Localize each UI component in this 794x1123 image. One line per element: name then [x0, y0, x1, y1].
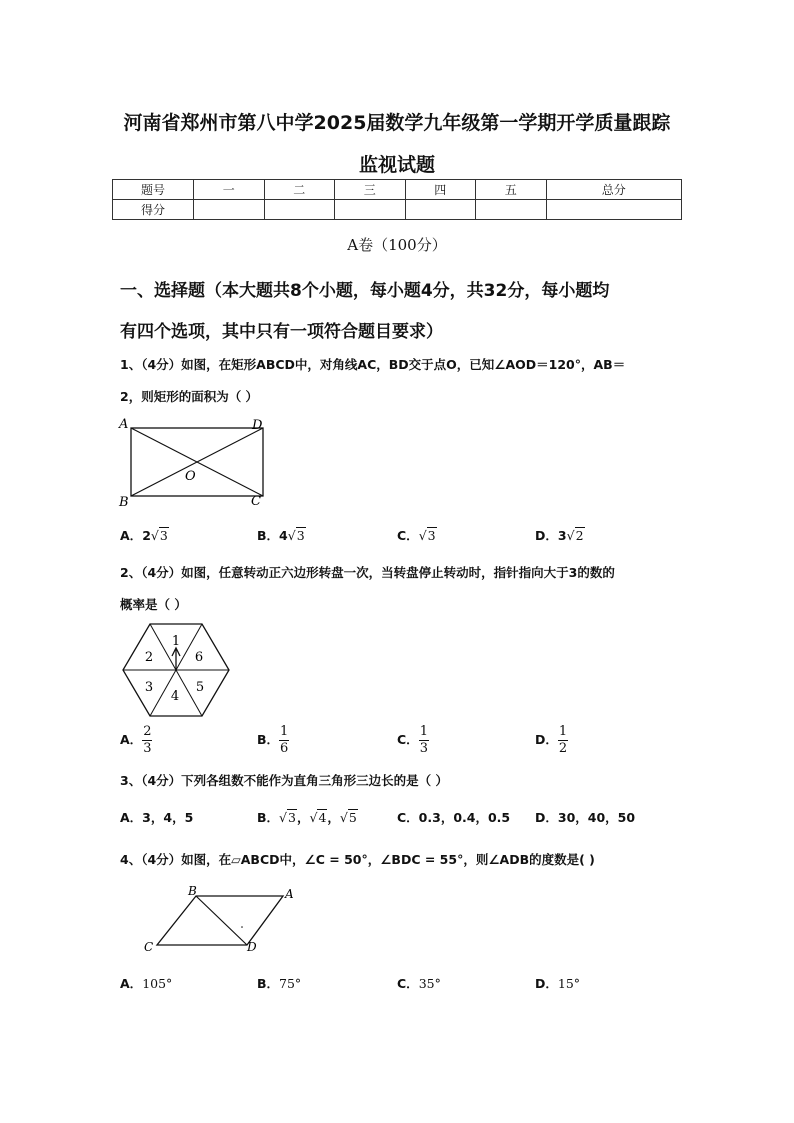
- option-letter: C．: [397, 732, 419, 747]
- option-letter: C．: [397, 976, 419, 991]
- label-d: D: [247, 940, 257, 954]
- option-value: 15°: [557, 976, 581, 991]
- score-cell[interactable]: [335, 200, 406, 220]
- option-d[interactable]: D．30，40，50: [535, 810, 636, 825]
- fraction: [558, 724, 568, 757]
- score-cell[interactable]: [476, 200, 547, 220]
- score-table-header-row: [113, 180, 682, 200]
- score-table-header: 四: [405, 180, 476, 200]
- option-letter: A．: [120, 976, 143, 991]
- question-2-text: 2、（4分）如图，任意转动正六边形转盘一次，当转盘停止转动时，指针指向大于3的数的: [120, 565, 615, 580]
- option-letter: B．: [257, 976, 280, 991]
- option-c[interactable]: [397, 724, 429, 757]
- question-1-text: 1、（4分）如图，在矩形ABCD中，对角线AC，BD交于点O，已知∠AOD＝120°，AB＝: [120, 357, 626, 372]
- radicand: 3: [296, 528, 305, 543]
- score-cell[interactable]: [546, 200, 682, 220]
- option-letter: C．: [397, 528, 419, 543]
- option-letter: B．: [257, 810, 280, 825]
- option-b[interactable]: [257, 724, 289, 757]
- denominator: 3: [419, 741, 428, 756]
- page-title: 河南省郑州市第八中学2025届数学九年级第一学期开学质量跟踪: [123, 112, 671, 134]
- option-b[interactable]: B．√3，√4，√5: [257, 810, 357, 825]
- option-d[interactable]: [535, 526, 585, 544]
- option-letter: D．: [535, 976, 558, 991]
- sqrt-symbol: √4: [309, 810, 327, 825]
- label-b: B: [188, 884, 197, 898]
- score-table-row: [113, 200, 682, 220]
- option-letter: D．: [535, 732, 558, 747]
- radicand: 3: [427, 528, 436, 543]
- option-c[interactable]: [397, 526, 437, 544]
- option-a[interactable]: [120, 974, 172, 992]
- label-o: O: [185, 469, 196, 484]
- option-value: 105°: [142, 976, 173, 991]
- sqrt-symbol: √3: [418, 528, 436, 543]
- hexagon-spinner-figure: [118, 620, 234, 718]
- question-3-text: 3、（4分）下列各组数不能作为直角三角形三边长的是（ ）: [120, 773, 448, 788]
- score-cell[interactable]: [264, 200, 335, 220]
- sqrt-symbol: √2: [566, 528, 584, 543]
- fraction: [419, 724, 429, 757]
- sqrt-symbol: √5: [339, 810, 357, 825]
- diagonal-bd: [196, 896, 247, 945]
- score-cell[interactable]: [194, 200, 265, 220]
- option-letter: B．: [257, 528, 280, 543]
- score-table-header: 三: [335, 180, 406, 200]
- option-d[interactable]: [535, 974, 580, 992]
- score-table-header: 题号: [113, 180, 194, 200]
- option-value: 75°: [279, 976, 302, 991]
- option-c[interactable]: C．0.3，0.4，0.5: [397, 810, 511, 825]
- label-b: B: [119, 495, 129, 510]
- sqrt-symbol: √3: [150, 528, 168, 543]
- denominator: 6: [280, 741, 289, 756]
- label-c: C: [251, 494, 261, 509]
- option-a[interactable]: [120, 526, 169, 544]
- option-letter: D．: [535, 528, 558, 543]
- page-title-line2: 监视试题: [358, 154, 435, 176]
- denominator: 2: [558, 741, 568, 756]
- label-d: D: [252, 418, 263, 433]
- rectangle-figure: [114, 414, 274, 510]
- sector-label: 1: [171, 634, 181, 649]
- radicand: 3: [288, 810, 296, 825]
- option-a[interactable]: [120, 724, 152, 757]
- sector-label: 2: [144, 650, 154, 665]
- score-table-header: 总分: [546, 180, 682, 200]
- parallelogram-abcd: [157, 896, 283, 945]
- label-a: A: [285, 887, 294, 901]
- option-coef: 2: [142, 528, 151, 543]
- label-c: C: [144, 940, 154, 954]
- score-table-row-label: 得分: [113, 200, 194, 220]
- option-c[interactable]: [397, 974, 441, 992]
- score-table-header: 五: [476, 180, 547, 200]
- question-1-text-line2: 2，则矩形的面积为（ ）: [120, 389, 259, 404]
- option-letter: A．: [120, 732, 143, 747]
- sector-label: 4: [170, 689, 180, 704]
- radicand: 2: [575, 528, 584, 543]
- question-2-text-line2: 概率是（ ）: [120, 597, 187, 612]
- sqrt-symbol: √3: [287, 528, 305, 543]
- fraction: [142, 724, 152, 757]
- option-coef: 3: [557, 528, 567, 543]
- sqrt-symbol: √3: [279, 810, 296, 825]
- sector-label: 3: [144, 680, 154, 695]
- radicand: 3: [159, 528, 168, 543]
- option-value: 35°: [418, 976, 441, 991]
- numerator: 1: [558, 724, 568, 739]
- radicand: 5: [348, 810, 357, 825]
- part-heading: A卷（100分）: [347, 236, 447, 254]
- numerator: 1: [280, 724, 289, 739]
- option-a[interactable]: A．3，4，5: [120, 810, 194, 825]
- numerator: 1: [419, 724, 428, 739]
- section-heading: 一、选择题（本大题共8个小题，每小题4分，共32分，每小题均: [120, 281, 610, 301]
- label-a: A: [119, 417, 129, 432]
- question-4-text: 4、（4分）如图，在▱ABCD中，∠C = 50°，∠BDC = 55°，则∠ADB的度数是( ): [120, 852, 595, 867]
- fraction: [279, 724, 289, 757]
- option-letter: A．: [120, 528, 143, 543]
- option-b[interactable]: [257, 526, 306, 544]
- radicand: 4: [318, 810, 327, 825]
- option-letter: B．: [257, 732, 280, 747]
- option-coef: 4: [279, 528, 288, 543]
- numerator: 2: [143, 724, 152, 739]
- score-cell[interactable]: [405, 200, 476, 220]
- score-table: [112, 179, 682, 220]
- option-d[interactable]: [535, 724, 568, 757]
- parallelogram-figure: [140, 884, 300, 956]
- sector-label: 6: [194, 650, 204, 665]
- option-b[interactable]: [257, 974, 301, 992]
- stray-dot: [241, 926, 243, 928]
- score-table-header: 一: [194, 180, 265, 200]
- sector-label: 5: [195, 680, 205, 695]
- denominator: 3: [143, 741, 152, 756]
- score-table-header: 二: [264, 180, 335, 200]
- section-heading-line2: 有四个选项，其中只有一项符合题目要求）: [120, 322, 443, 342]
